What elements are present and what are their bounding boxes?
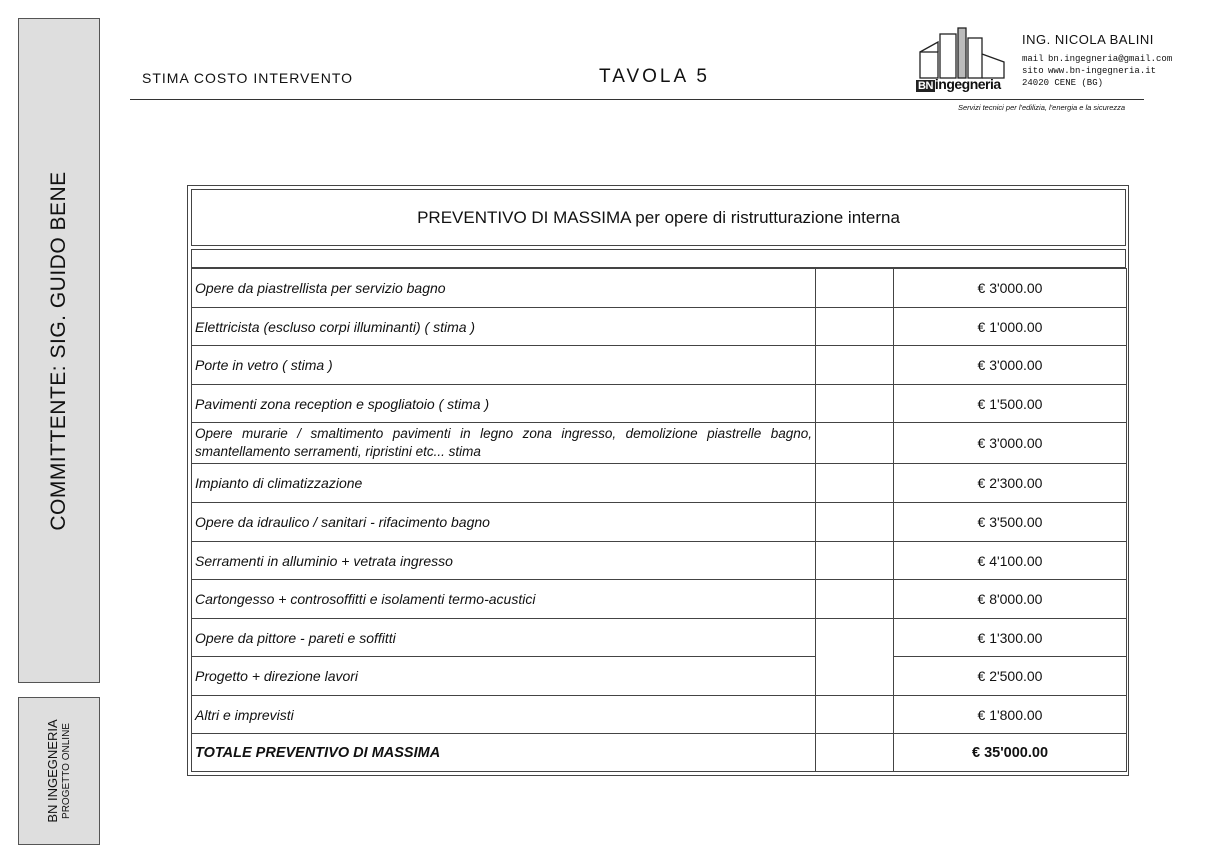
item-description: Elettricista (escluso corpi illuminanti) ( stima ) xyxy=(192,308,816,346)
contact-address: 24020 CENE (BG) xyxy=(1022,78,1104,88)
table-row xyxy=(192,580,1127,619)
item-description: Altri e imprevisti xyxy=(192,696,816,734)
mail-label: mail xyxy=(1022,54,1044,64)
total-row xyxy=(192,734,1127,772)
table-row xyxy=(192,385,1127,423)
item-amount: € 1'300.00 xyxy=(894,619,1127,657)
item-description: Opere da piastrellista per servizio bagno xyxy=(192,269,816,308)
item-amount: € 3'000.00 xyxy=(894,269,1127,308)
table-title: PREVENTIVO DI MASSIMA per opere di ristrutturazione interna xyxy=(191,189,1126,246)
item-description: Opere murarie / smaltimento pavimenti in legno zona ingresso, demolizione piastrelle bagno, smantellamento serramenti, ripristini etc... stima xyxy=(192,423,816,464)
item-description: Impianto di climatizzazione xyxy=(192,464,816,503)
item-amount: € 3'000.00 xyxy=(894,346,1127,385)
committente-panel xyxy=(18,18,100,683)
contact-mail xyxy=(1022,55,1172,64)
table-row xyxy=(192,542,1127,580)
item-amount: € 8'000.00 xyxy=(894,580,1127,619)
table-row xyxy=(192,503,1127,542)
company-block xyxy=(46,719,72,822)
company-panel xyxy=(18,697,100,845)
empty-cell xyxy=(816,385,894,423)
item-description: Serramenti in alluminio + vetrata ingresso xyxy=(192,542,816,580)
item-description: Porte in vetro ( stima ) xyxy=(192,346,816,385)
contact-site xyxy=(1022,67,1156,76)
item-description: Opere da idraulico / sanitari - rifacimento bagno xyxy=(192,503,816,542)
table-row xyxy=(192,696,1127,734)
empty-cell xyxy=(816,464,894,503)
table-row xyxy=(192,464,1127,503)
table-row xyxy=(192,269,1127,308)
item-amount: € 1'000.00 xyxy=(894,308,1127,346)
empty-cell xyxy=(816,580,894,619)
table-row xyxy=(192,657,1127,696)
engineer-name: ING. NICOLA BALINI xyxy=(1022,32,1154,47)
empty-cell xyxy=(816,346,894,385)
item-amount: € 3'000.00 xyxy=(894,423,1127,464)
document-title: STIMA COSTO INTERVENTO xyxy=(142,70,354,86)
tavola-label: TAVOLA 5 xyxy=(599,66,710,87)
table-spacer-row xyxy=(191,249,1126,268)
empty-cell xyxy=(816,269,894,308)
company-name: BN INGEGNERIA xyxy=(44,719,60,823)
item-amount: € 1'500.00 xyxy=(894,385,1127,423)
logo-bn: BN xyxy=(918,80,933,92)
logo-wordmark xyxy=(916,76,1001,92)
table-row xyxy=(192,346,1127,385)
item-description: Opere da pittore - pareti e soffitti xyxy=(192,619,816,657)
company-subtitle: PROGETTO ONLINE xyxy=(60,723,72,819)
item-description: Cartongesso + controsoffitti e isolamenti termo-acustici xyxy=(192,580,816,619)
empty-cell xyxy=(816,696,894,734)
item-description: Progetto + direzione lavori xyxy=(192,657,816,696)
item-amount: € 3'500.00 xyxy=(894,503,1127,542)
site-label: sito xyxy=(1022,66,1044,76)
header-divider xyxy=(130,99,1144,100)
empty-cell xyxy=(816,423,894,464)
empty-cell xyxy=(816,542,894,580)
total-label: TOTALE PREVENTIVO DI MASSIMA xyxy=(192,734,816,772)
item-amount: € 1'800.00 xyxy=(894,696,1127,734)
table-row xyxy=(192,423,1127,464)
empty-cell xyxy=(816,619,894,696)
item-amount: € 2'500.00 xyxy=(894,657,1127,696)
logo-word-text: ingegneria xyxy=(934,76,1001,92)
table-row xyxy=(192,619,1127,657)
item-description: Pavimenti zona reception e spogliatoio ( stima ) xyxy=(192,385,816,423)
empty-cell xyxy=(816,503,894,542)
item-amount: € 4'100.00 xyxy=(894,542,1127,580)
total-amount: € 35'000.00 xyxy=(894,734,1127,772)
mail-value[interactable]: bn.ingegneria@gmail.com xyxy=(1048,54,1173,64)
estimate-table xyxy=(191,268,1127,772)
item-amount: € 2'300.00 xyxy=(894,464,1127,503)
committente-label: COMMITTENTE: SIG. GUIDO BENE xyxy=(47,170,70,531)
company-tagline: Servizi tecnici per l'edilizia, l'energia e la sicurezza xyxy=(958,103,1126,112)
site-value[interactable]: www.bn-ingegneria.it xyxy=(1048,66,1157,76)
table-row xyxy=(192,308,1127,346)
empty-cell xyxy=(816,734,894,772)
empty-cell xyxy=(816,308,894,346)
